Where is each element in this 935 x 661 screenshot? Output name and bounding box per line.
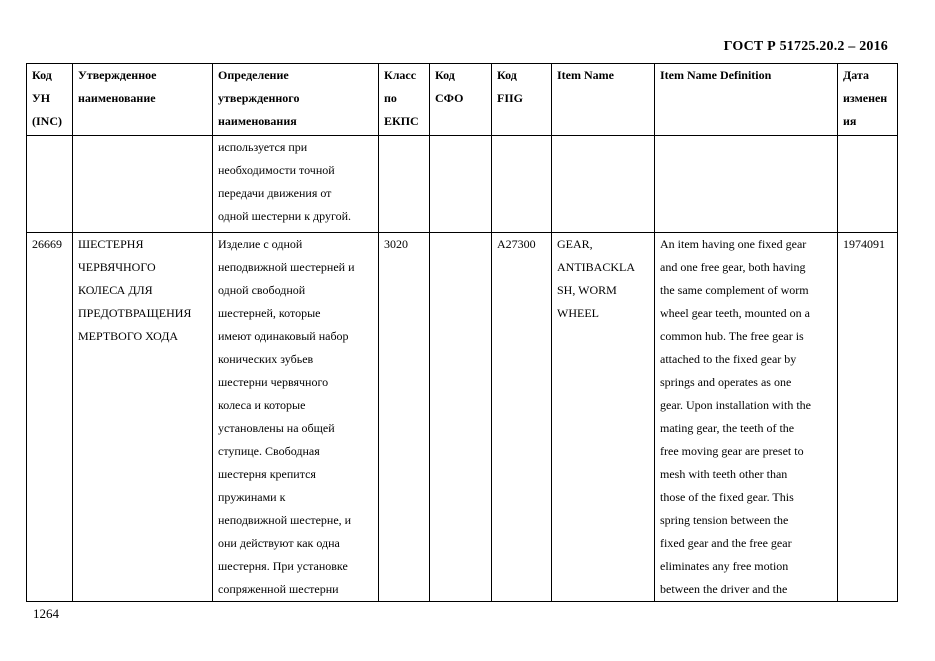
col-item-def-header bbox=[655, 64, 838, 136]
cell-line: они действуют как одна bbox=[218, 536, 340, 550]
col-item-name-header bbox=[552, 64, 655, 136]
cell-line: ANTIBACKLA bbox=[557, 260, 635, 274]
cell-line: одной шестерни к другой. bbox=[218, 209, 352, 223]
col-item-def-cell bbox=[655, 233, 838, 602]
cell-line: используется при bbox=[218, 140, 308, 154]
col-inc-header bbox=[27, 64, 73, 136]
header-line: Код bbox=[32, 68, 52, 82]
cell-line: шестерня. При установке bbox=[218, 559, 348, 573]
col-sfo-header bbox=[430, 64, 492, 136]
cell-line: пружинами к bbox=[218, 490, 286, 504]
col-sfo-cell bbox=[430, 233, 492, 602]
cell-line: шестерни червячного bbox=[218, 375, 329, 389]
col-item-name-cell bbox=[552, 233, 655, 602]
cell-line: WHEEL bbox=[557, 306, 599, 320]
col-class-header bbox=[379, 64, 430, 136]
cell-line: An item having one fixed gear bbox=[660, 237, 807, 251]
header-line: утвержденного bbox=[218, 91, 300, 105]
cell-line: 1974091 bbox=[843, 237, 885, 251]
cell-line: ШЕСТЕРНЯ bbox=[78, 237, 144, 251]
header-line: Item Name Definition bbox=[660, 68, 772, 82]
cell-line: SH, WORM bbox=[557, 283, 617, 297]
cell-line: A27300 bbox=[497, 237, 536, 251]
col-definition-header bbox=[213, 64, 379, 136]
col-item-name-cell bbox=[552, 136, 655, 233]
cell-line: 3020 bbox=[384, 237, 408, 251]
cell-line: МЕРТВОГО ХОДА bbox=[78, 329, 179, 343]
cell-line: GEAR, bbox=[557, 237, 593, 251]
header-line: Определение bbox=[218, 68, 289, 82]
header-line: Код bbox=[497, 68, 517, 82]
cell-line: free moving gear are preset to bbox=[660, 444, 804, 458]
cell-line: имеют одинаковый набор bbox=[218, 329, 349, 343]
col-date-cell bbox=[838, 233, 898, 602]
page-number: 1264 bbox=[33, 606, 59, 621]
cell-line: неподвижной шестерней и bbox=[218, 260, 355, 274]
cell-line: mesh with teeth other than bbox=[660, 467, 788, 481]
col-class-cell bbox=[379, 136, 430, 233]
cell-line: шестерня крепится bbox=[218, 467, 316, 481]
col-date-header bbox=[838, 64, 898, 136]
header-line: (INC) bbox=[32, 114, 62, 128]
table-row bbox=[27, 136, 898, 233]
cell-line: ступице. Свободная bbox=[218, 444, 320, 458]
header-line: изменен bbox=[843, 91, 888, 105]
header-line: ия bbox=[843, 114, 857, 128]
data-table bbox=[26, 63, 898, 602]
cell-line: wheel gear teeth, mounted on a bbox=[660, 306, 810, 320]
header-line: Код bbox=[435, 68, 455, 82]
col-fiig-header bbox=[492, 64, 552, 136]
document-id: ГОСТ Р 51725.20.2 – 2016 bbox=[723, 39, 888, 54]
header-line: СФО bbox=[435, 91, 464, 105]
header-line: FIIG bbox=[497, 91, 524, 105]
header-line: УН bbox=[32, 91, 51, 105]
cell-line: between the driver and the bbox=[660, 582, 788, 596]
cell-line: mating gear, the teeth of the bbox=[660, 421, 795, 435]
cell-line: сопряженной шестерни bbox=[218, 582, 339, 596]
header-line: Дата bbox=[843, 68, 869, 82]
col-definition-cell bbox=[213, 136, 379, 233]
col-approved-name-cell bbox=[73, 233, 213, 602]
cell-line: springs and operates as one bbox=[660, 375, 792, 389]
header-line: по bbox=[384, 91, 397, 105]
col-class-cell bbox=[379, 233, 430, 602]
header-line: Item Name bbox=[557, 68, 614, 82]
cell-line: конических зубьев bbox=[218, 352, 314, 366]
table-header-row bbox=[27, 64, 898, 136]
header-line: Утвержденное bbox=[78, 68, 157, 82]
cell-line: gear. Upon installation with the bbox=[660, 398, 811, 412]
table-row bbox=[27, 233, 898, 602]
cell-line: КОЛЕСА ДЛЯ bbox=[78, 283, 153, 297]
col-sfo-cell bbox=[430, 136, 492, 233]
cell-line: установлены на общей bbox=[218, 421, 335, 435]
cell-line: and one free gear, both having bbox=[660, 260, 806, 274]
cell-line: ЧЕРВЯЧНОГО bbox=[78, 260, 156, 274]
cell-line: fixed gear and the free gear bbox=[660, 536, 792, 550]
cell-line: колеса и которые bbox=[218, 398, 306, 412]
col-fiig-cell bbox=[492, 233, 552, 602]
col-inc-cell bbox=[27, 233, 73, 602]
col-date-cell bbox=[838, 136, 898, 233]
cell-line: шестерней, которые bbox=[218, 306, 321, 320]
cell-line: eliminates any free motion bbox=[660, 559, 789, 573]
cell-line: attached to the fixed gear by bbox=[660, 352, 797, 366]
cell-line: Изделие с одной bbox=[218, 237, 303, 251]
cell-line: неподвижной шестерне, и bbox=[218, 513, 352, 527]
cell-line: ПРЕДОТВРАЩЕНИЯ bbox=[78, 306, 192, 320]
cell-line: 26669 bbox=[32, 237, 62, 251]
cell-line: передачи движения от bbox=[218, 186, 332, 200]
col-item-def-cell bbox=[655, 136, 838, 233]
cell-line: необходимости точной bbox=[218, 163, 335, 177]
header-line: наименования bbox=[218, 114, 297, 128]
col-fiig-cell bbox=[492, 136, 552, 233]
cell-line: the same complement of worm bbox=[660, 283, 809, 297]
cell-line: those of the fixed gear. This bbox=[660, 490, 794, 504]
cell-line: одной свободной bbox=[218, 283, 306, 297]
header-line: Класс bbox=[384, 68, 417, 82]
header-line: ЕКПС bbox=[384, 114, 419, 128]
col-approved-name-header bbox=[73, 64, 213, 136]
col-definition-cell bbox=[213, 233, 379, 602]
header-line: наименование bbox=[78, 91, 156, 105]
cell-line: spring tension between the bbox=[660, 513, 789, 527]
col-approved-name-cell bbox=[73, 136, 213, 233]
cell-line: common hub. The free gear is bbox=[660, 329, 804, 343]
col-inc-cell bbox=[27, 136, 73, 233]
